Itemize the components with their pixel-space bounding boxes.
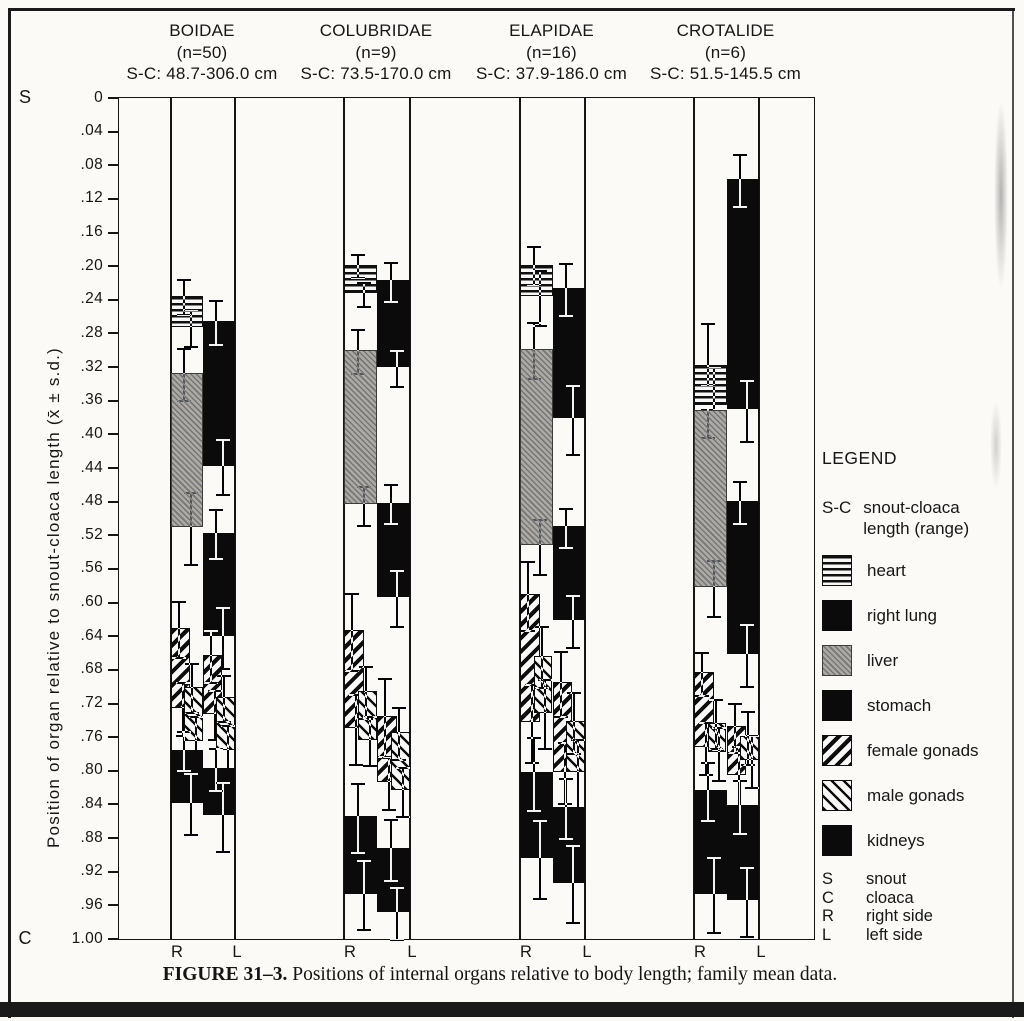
family-name: CROTALIDE	[676, 21, 775, 40]
error-bar-bottom-stomach	[390, 570, 404, 628]
y-axis-tick	[108, 871, 119, 873]
y-axis-tick-label: .56	[80, 559, 103, 577]
y-axis-tick	[108, 332, 119, 334]
error-bar-top-right-lung	[384, 262, 398, 303]
y-axis-tick	[108, 602, 119, 604]
y-axis-tick-label: .92	[80, 862, 103, 880]
legend-item-label: right lung	[867, 605, 937, 625]
legend-key-cloaca	[822, 889, 1018, 908]
legend-title: LEGEND	[822, 448, 897, 468]
column-label-left: L	[582, 943, 592, 961]
error-bar-top-male-gonads	[185, 663, 199, 714]
legend-item-heart	[822, 555, 1018, 586]
legend-item-stomach	[822, 690, 1018, 721]
legend-item-right-lung	[822, 600, 1018, 631]
legend	[822, 448, 1018, 944]
scan-border-bottom-bar	[0, 1002, 1024, 1017]
kidneys-swatch	[822, 825, 852, 856]
legend-key-right-side	[822, 907, 1018, 926]
legend-item-label: liver	[867, 650, 899, 670]
error-bar-bottom-male-gonads	[363, 716, 377, 767]
stomach-swatch	[822, 690, 852, 721]
error-bar-top-liver	[351, 329, 365, 375]
y-axis-tick	[108, 400, 119, 402]
error-bar-bottom-male-gonads	[396, 767, 410, 818]
error-bar-top-kidneys	[527, 737, 541, 812]
y-axis-tick-label: .12	[80, 189, 103, 207]
error-bar-top-kidneys	[351, 783, 365, 854]
legend-key-letter: C	[822, 888, 834, 907]
y-axis-tick-label: .20	[80, 256, 103, 274]
error-bar-top-liver	[527, 322, 541, 380]
column-label-right: R	[520, 943, 532, 961]
error-bar-bottom-kidneys	[357, 860, 371, 931]
y-axis-tick-label: .68	[80, 660, 103, 678]
heart-swatch	[822, 555, 852, 586]
family-sc-range: S-C: 51.5-145.5 cm	[650, 64, 801, 83]
legend-key-label: cloaca	[866, 888, 914, 907]
error-bar-bottom-heart	[533, 270, 547, 328]
error-bar-bottom-kidneys	[566, 845, 580, 925]
y-axis-tick-label: .24	[80, 290, 103, 308]
family-n-count: (n=16)	[526, 42, 577, 62]
male-gonads-swatch	[822, 780, 852, 811]
error-bar-bottom-right-lung	[566, 385, 580, 456]
error-bar-top-stomach	[209, 509, 223, 560]
scan-border-top	[8, 8, 1015, 11]
y-axis-tick-label: .40	[80, 424, 103, 442]
error-bar-top-male-gonads	[392, 707, 406, 761]
error-bar-top-female-gonads	[345, 593, 359, 673]
y-axis-tick-label: .72	[80, 694, 103, 712]
y-axis-tick-label: .64	[80, 626, 103, 644]
column-label-right: R	[344, 943, 356, 961]
column-label-right: R	[694, 943, 706, 961]
y-axis-tick	[108, 635, 119, 637]
error-bar-top-female-gonads	[695, 652, 709, 696]
y-axis-tick	[108, 433, 119, 435]
legend-sc-key: S-C	[822, 498, 852, 517]
y-axis-tick	[108, 803, 119, 805]
error-bar-bottom-right-lung	[740, 380, 754, 443]
error-bar-top-male-gonads	[359, 666, 373, 720]
column-label-right: R	[171, 943, 183, 961]
y-axis-title: Position of organ relative to snout-cloaca length (x̄ ± s.d.)	[44, 347, 63, 848]
legend-key-left-side	[822, 926, 1018, 945]
error-bar-top-stomach	[384, 484, 398, 525]
column-label-left: L	[407, 943, 417, 961]
y-axis-tick	[108, 467, 119, 469]
error-bar-bottom-kidneys	[216, 782, 230, 853]
error-bar-top-female-gonads	[204, 630, 218, 684]
error-bar-top-kidneys	[177, 731, 191, 772]
figure-caption-text: Positions of internal organs relative to body length; family mean data.	[287, 964, 838, 985]
legend-letter-keys	[822, 870, 1018, 944]
y-axis-tick-label: .52	[80, 525, 103, 543]
y-axis-tick-label: 1.00	[71, 929, 103, 947]
scan-border-left	[8, 8, 11, 1018]
legend-item-label: heart	[867, 560, 906, 580]
y-axis-tick-label: .60	[80, 593, 103, 611]
female-gonads-swatch	[822, 735, 852, 766]
legend-items	[822, 555, 1018, 856]
organ-bar-right-lung	[727, 179, 760, 409]
figure-caption-label: FIGURE 31–3.	[162, 964, 288, 985]
family-n-count: (n=9)	[355, 42, 397, 62]
legend-key-letter: L	[822, 925, 832, 944]
legend-item-label: stomach	[867, 695, 932, 715]
legend-key-letter: R	[822, 907, 834, 925]
legend-key-label: left side	[866, 925, 923, 944]
y-axis-tick	[108, 97, 119, 99]
family-header-crotalide	[611, 20, 841, 85]
y-axis-tick	[108, 366, 119, 368]
legend-item-label: kidneys	[867, 830, 925, 850]
error-bar-bottom-stomach	[566, 595, 580, 649]
error-bar-bottom-kidneys	[390, 887, 404, 941]
error-bar-bottom-kidneys	[740, 867, 754, 938]
legend-item-male-gonads	[822, 780, 1018, 811]
family-name: ELAPIDAE	[509, 21, 594, 40]
legend-key-snout	[822, 870, 1018, 889]
y-axis-tick	[108, 938, 119, 940]
y-axis-tick-label: .28	[80, 323, 103, 341]
right-lung-swatch	[822, 600, 852, 631]
y-axis-tick-label: 0	[94, 88, 103, 106]
error-bar-top-heart	[351, 254, 365, 278]
y-axis-tick	[108, 534, 119, 536]
error-bar-bottom-liver	[533, 519, 547, 577]
y-axis-tick-label: .36	[80, 391, 103, 409]
error-bar-top-kidneys	[559, 778, 573, 841]
error-bar-bottom-liver	[184, 492, 198, 567]
y-axis-tick-label: .04	[80, 122, 103, 140]
y-axis-tick	[108, 568, 119, 570]
error-bar-top-right-lung	[733, 154, 747, 208]
error-bar-bottom-kidneys	[707, 857, 721, 933]
y-axis-tick-label: .48	[80, 492, 103, 510]
y-axis-tick	[108, 131, 119, 133]
error-bar-bottom-right-lung	[390, 350, 404, 388]
y-axis-tick-label: .76	[80, 727, 103, 745]
y-axis-tick-label: .80	[80, 761, 103, 779]
error-bar-top-liver	[177, 348, 191, 402]
legend-item-liver	[822, 645, 1018, 676]
family-name: BOIDAE	[169, 21, 235, 40]
error-bar-top-stomach	[733, 481, 747, 525]
y-axis-tick	[108, 669, 119, 671]
family-sc-range: S-C: 73.5-170.0 cm	[300, 64, 452, 83]
error-bar-bottom-heart	[357, 282, 371, 308]
legend-key-label: right side	[866, 907, 933, 925]
y-axis-tick-label: .44	[80, 458, 103, 476]
error-bar-bottom-kidneys	[184, 773, 198, 836]
error-bar-bottom-heart	[184, 310, 198, 348]
y-axis-tick	[108, 299, 119, 301]
y-axis-tick	[108, 501, 119, 503]
figure-caption	[60, 964, 940, 986]
error-bar-top-kidneys	[384, 819, 398, 882]
family-sc-range: S-C: 37.9-186.0 cm	[476, 64, 627, 83]
legend-item-female-gonads	[822, 735, 1018, 766]
y-axis-tick	[108, 703, 119, 705]
y-axis-tick	[108, 232, 119, 234]
family-name: COLUBRIDAE	[319, 21, 433, 40]
y-axis-tick-label: .96	[80, 895, 103, 913]
error-bar-bottom-liver	[357, 486, 371, 527]
y-axis-cloaca-label: C	[18, 928, 32, 948]
error-bar-top-stomach	[559, 508, 573, 549]
error-bar-top-right-lung	[209, 300, 223, 346]
y-axis-snout-label: S	[18, 87, 31, 107]
legend-item-label: male gonads	[867, 785, 965, 805]
error-bar-bottom-kidneys	[533, 820, 547, 900]
error-bar-top-right-lung	[559, 263, 573, 317]
y-axis-tick-label: .08	[80, 155, 103, 173]
legend-sc-text: snout-cloaca length (range)	[863, 498, 970, 538]
column-label-left: L	[232, 943, 242, 961]
error-bar-bottom-right-lung	[216, 439, 230, 497]
y-axis-tick-label: .84	[80, 794, 103, 812]
y-axis-tick-label: .88	[80, 828, 103, 846]
legend-item-kidneys	[822, 825, 1018, 856]
column-label-left: L	[756, 943, 766, 961]
y-axis-tick	[108, 837, 119, 839]
scan-smudge	[994, 100, 1008, 290]
y-axis-tick	[108, 198, 119, 200]
error-bar-top-female-gonads	[521, 561, 535, 632]
error-bar-top-male-gonads	[217, 675, 231, 723]
y-axis-tick	[108, 770, 119, 772]
panel-line-left	[343, 98, 345, 939]
y-axis-tick	[108, 164, 119, 166]
error-bar-top-female-gonads	[554, 651, 568, 719]
y-axis-tick	[108, 904, 119, 906]
error-bar-top-kidneys	[701, 762, 715, 822]
error-bar-top-kidneys	[733, 780, 747, 834]
error-bar-top-female-gonads	[172, 601, 186, 659]
liver-swatch	[822, 645, 852, 676]
family-n-count: (n=50)	[176, 42, 228, 62]
error-bar-bottom-stomach	[740, 624, 754, 689]
error-bar-top-liver	[701, 385, 715, 439]
y-axis-tick	[108, 265, 119, 267]
family-sc-range: S-C: 48.7-306.0 cm	[126, 64, 278, 83]
y-axis-tick-label: .16	[80, 223, 103, 241]
error-bar-bottom-liver	[707, 560, 721, 618]
y-axis-tick-label: .32	[80, 357, 103, 375]
family-n-count: (n=6)	[704, 42, 747, 62]
legend-key-label: snout	[866, 870, 907, 888]
legend-item-label: female gonads	[867, 740, 979, 760]
y-axis-tick	[108, 736, 119, 738]
legend-key-letter: S	[822, 870, 834, 888]
